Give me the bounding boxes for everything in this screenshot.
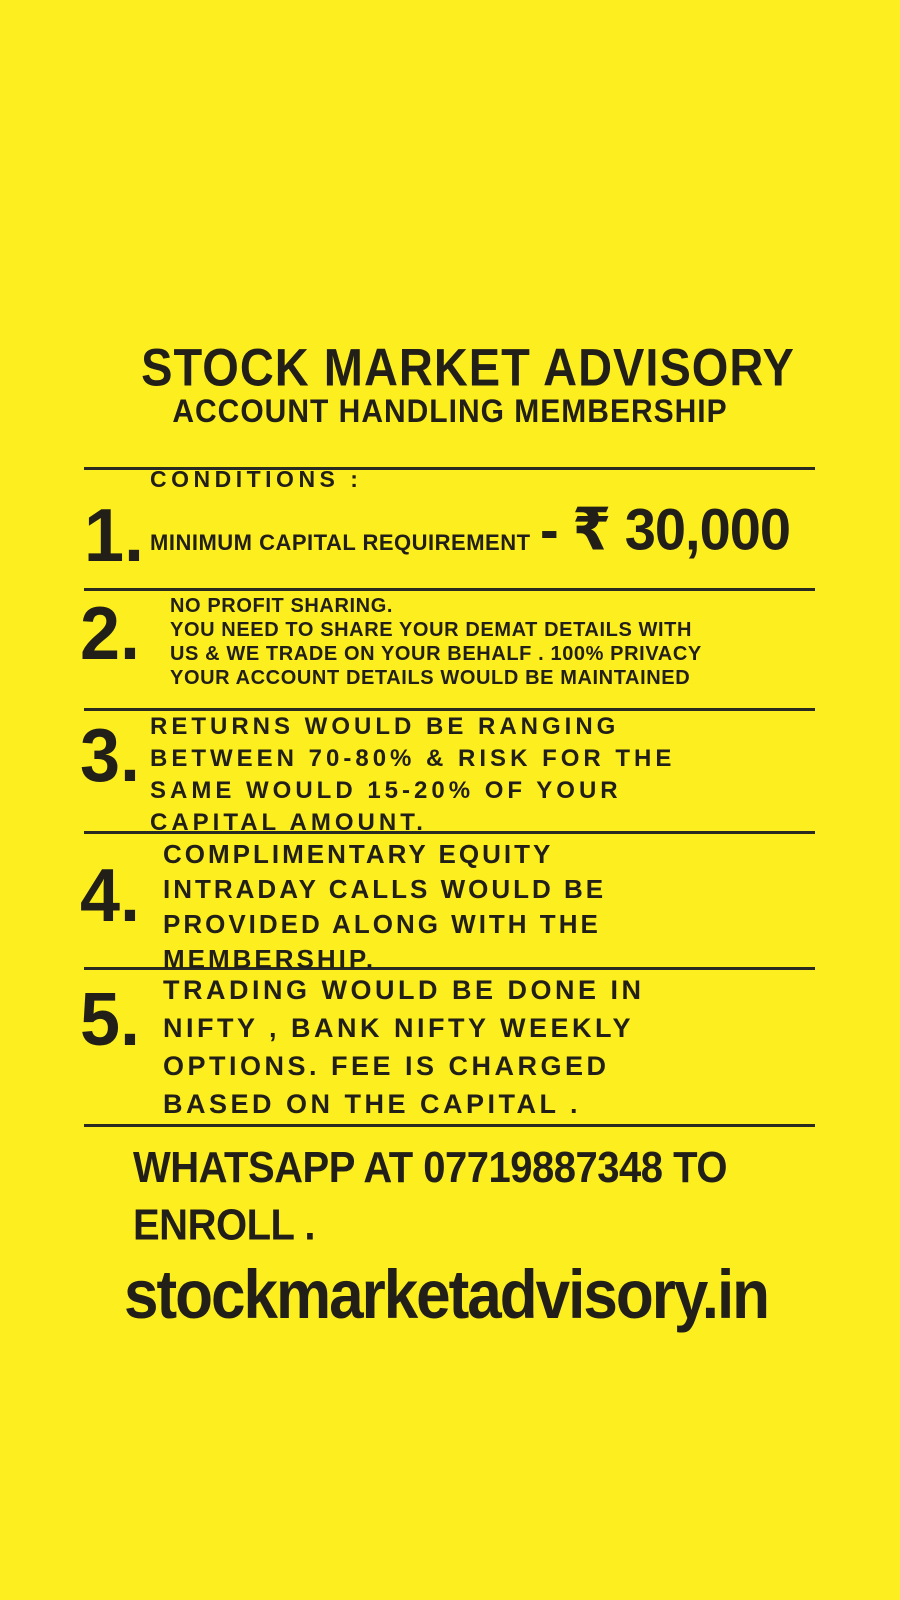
condition-line: OPTIONS. FEE IS CHARGED [163, 1051, 610, 1081]
condition-line: MEMBERSHIP. [163, 944, 377, 974]
condition-line: PROVIDED ALONG WITH THE [163, 909, 601, 939]
condition-line: RETURNS WOULD BE RANGING [150, 713, 620, 740]
condition-1-amount: - ₹ 30,000 [540, 495, 791, 562]
condition-line: US & WE TRADE ON YOUR BEHALF . 100% PRIVACY [170, 643, 702, 665]
website-url: stockmarketadvisory.in [124, 1257, 769, 1334]
condition-number-2: 2. [80, 591, 141, 676]
condition-line: COMPLIMENTARY EQUITY [163, 839, 554, 869]
page-subtitle: ACCOUNT HANDLING MEMBERSHIP [172, 394, 728, 430]
condition-line: BETWEEN 70-80% & RISK FOR THE [150, 745, 676, 772]
condition-line: YOU NEED TO SHARE YOUR DEMAT DETAILS WITH [170, 619, 693, 641]
condition-line: SAME WOULD 15-20% OF YOUR [150, 777, 622, 804]
condition-number-5: 5. [80, 977, 141, 1062]
condition-line: NIFTY , BANK NIFTY WEEKLY [163, 1013, 635, 1043]
condition-line: BASED ON THE CAPITAL . [163, 1089, 582, 1119]
condition-line: INTRADAY CALLS WOULD BE [163, 874, 607, 904]
condition-5-text [163, 971, 645, 1123]
condition-2-text [170, 594, 702, 690]
whatsapp-line: ENROLL . [133, 1201, 315, 1250]
divider [84, 588, 815, 591]
condition-line: CAPITAL AMOUNT. [150, 809, 427, 836]
condition-number-4: 4. [80, 853, 141, 938]
whatsapp-enroll-text [133, 1140, 727, 1254]
condition-line: NO PROFIT SHARING. [170, 595, 394, 617]
condition-4-text [163, 837, 606, 977]
condition-1-text: MINIMUM CAPITAL REQUIREMENT [150, 530, 531, 555]
whatsapp-line: WHATSAPP AT 07719887348 TO [133, 1144, 727, 1192]
condition-number-3: 3. [80, 713, 141, 798]
condition-number-1: 1. [84, 493, 145, 578]
conditions-heading: CONDITIONS : [150, 466, 363, 492]
condition-line: YOUR ACCOUNT DETAILS WOULD BE MAINTAINED [170, 667, 691, 689]
divider [84, 1124, 815, 1127]
condition-line: TRADING WOULD BE DONE IN [163, 975, 645, 1005]
page-title: STOCK MARKET ADVISORY [141, 337, 795, 397]
condition-3-text [150, 711, 675, 839]
